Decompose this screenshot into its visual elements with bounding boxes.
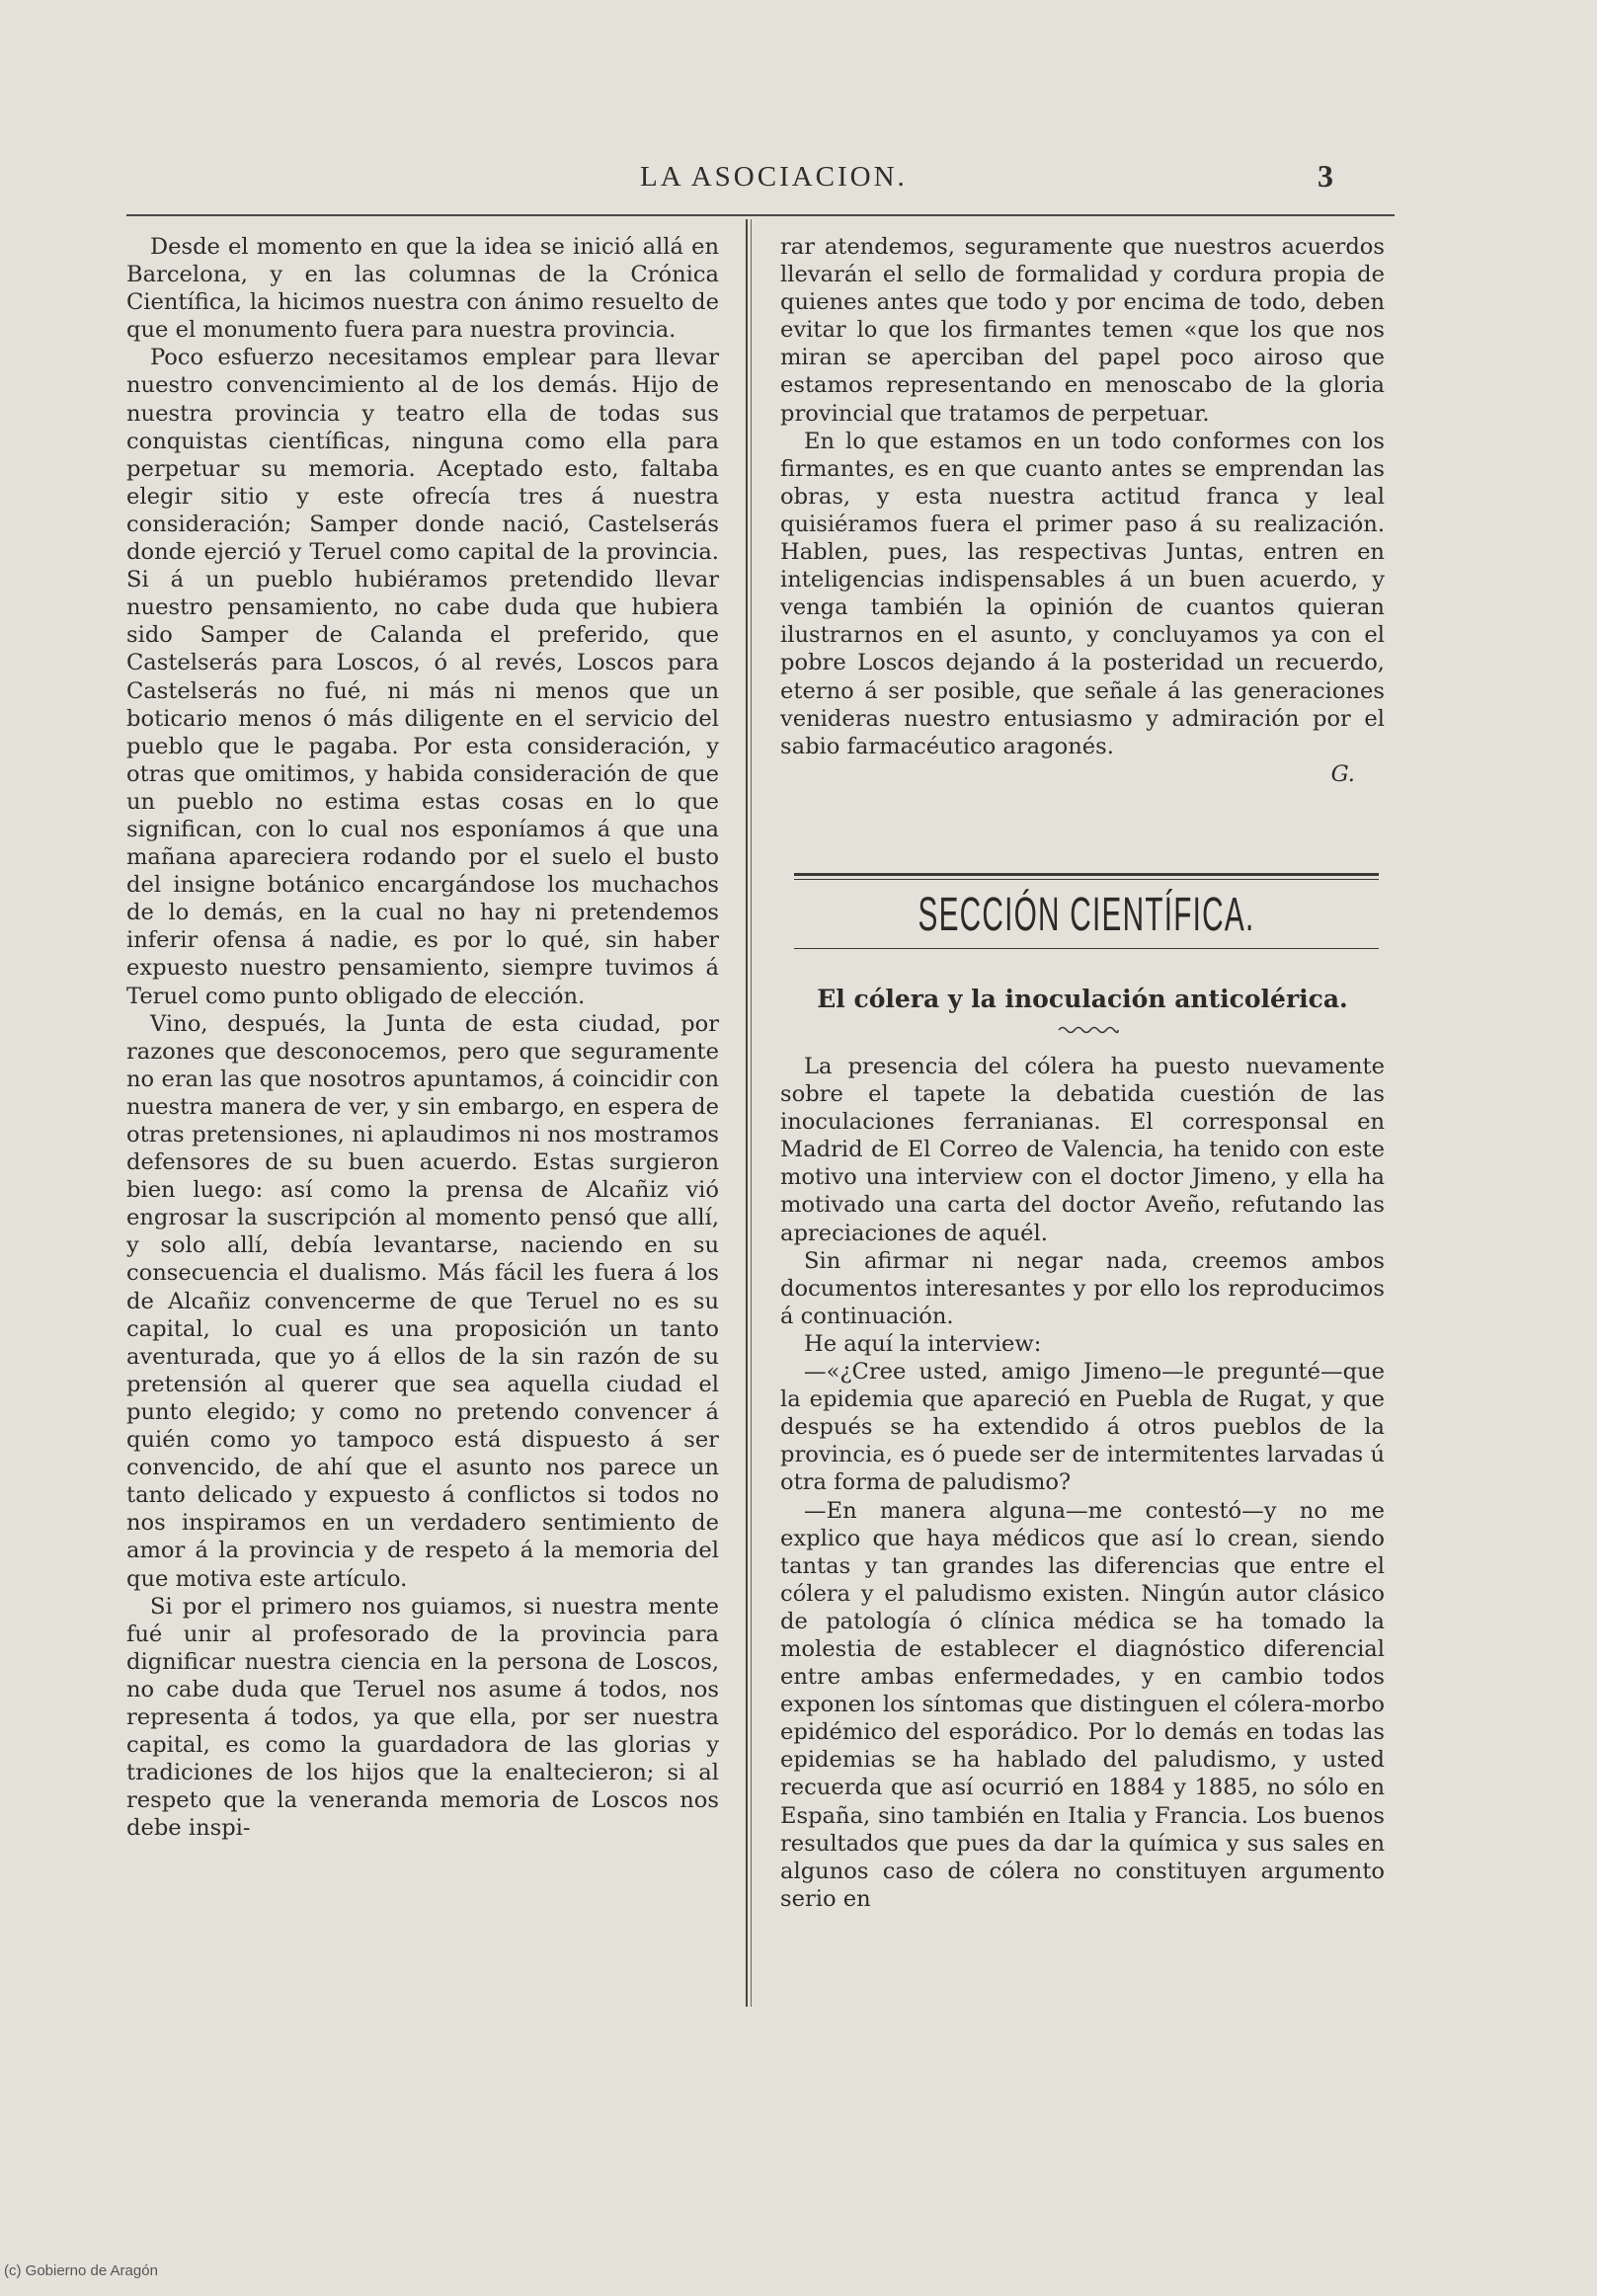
page-number: 3: [1318, 158, 1333, 194]
section-rule-thin: [794, 879, 1379, 880]
section-rule-bottom: [794, 948, 1379, 949]
header-rule: [126, 214, 1395, 216]
article-title: El cólera y la inoculación anticolérica.: [817, 985, 1348, 1013]
column-divider: [746, 219, 748, 2007]
article-paragraph-2: Sin afirmar ni negar nada, creemos ambos documentos interesantes y por ello los reproducimos á continuación.: [780, 1247, 1385, 1329]
right-column-top: [780, 233, 1385, 788]
article-paragraph-1: La presencia del cólera ha puesto nuevamente sobre el tapete la debatida cuestión de las inoculaciones ferranianas. El corresponsal en Madrid de El Correo de Valencia, ha tenido con este motivo una interview con el doctor Jimeno, y ella ha motivado una carta del doctor Aveño, refutando las apreciaciones de aquél.: [780, 1054, 1385, 1246]
left-paragraph-2: Poco esfuerzo necesitamos emplear para llevar nuestro convencimiento al de los demás. Hijo de nuestra provincia y teatro ella de todas sus conquistas científicas, ninguna como ella para perpetuar su memoria. Aceptado esto, faltaba elegir sitio y este ofrecía tres á nuestra consideración; Samper donde nació, Castelserás donde ejerció y Teruel como capital de la provincia. Si á un pueblo hubiéramos pretendido llevar nuestro pensamiento, no cabe duda que hubiera sido Samper de Calanda el preferido, que Castelserás para Loscos, ó al revés, Loscos para Castelserás no fué, ni más ni menos que un boticario menos ó más diligente en el servicio del pueblo que le pagaba. Por esta consideración, y otras que omitimos, y habida consideración de que un pueblo no estima estas cosas en lo que significan, con lo cual nos esponíamos á que una mañana apareciera rodando por el suelo el busto del insigne botánico encargándose los muchachos de lo demás, en la cual no hay ni pretendemos inferir ofensa á nadie, es por lo qué, sin haber expuesto nuestro pensamiento, siempre tuvimos á Teruel como punto obligado de elección.: [126, 345, 719, 1009]
left-paragraph-3: Vino, después, la Junta de esta ciudad, por razones que desconocemos, pero que seguramente no eran las que nosotros apuntamos, á coincidir con nuestra manera de ver, y sin embargo, en espera de otras pretensiones, ni aplaudimos ni nos mostramos defensores de su buen acuerdo. Estas surgieron bien luego: así como la prensa de Alcañiz vió engrosar la suscripción al momento pensó que allí, y solo allí, debía levantarse, naciendo en su consecuencia el dualismo. Más fácil les fuera á los de Alcañiz convencerme de que Teruel no es su capital, lo cual es una proposición un tanto aventurada, que yo á ellos de la sin razón de su pretensión al querer que sea aquella ciudad el punto elegido; y como no pretendo convencer á quién como yo tampoco está dispuesto á ser convencido, de ahí que el asunto nos parece un tanto delicado y expuesto á conflictos si todos no nos inspiramos en un verdadero sentimiento de amor á la provincia y de respeto á la memoria del que motiva este artículo.: [126, 1010, 719, 1592]
column-divider-inner: [751, 219, 752, 2007]
left-paragraph-1: Desde el momento en que la idea se inició allá en Barcelona, y en las columnas de la Crónica Científica, la hicimos nuestra con ánimo resuelto de que el monumento fuera para nuestra provincia.: [126, 234, 719, 344]
article-paragraph-4: —«¿Cree usted, amigo Jimeno—le pregunté—que la epidemia que apareció en Puebla de Rugat, y que después se ha extendido á otros pueblos de la provincia, es ó puede ser de intermitentes larvadas ú otra forma de paludismo?: [780, 1359, 1385, 1496]
section-title: SECCIÓN CIENTÍFICA.: [918, 889, 1255, 941]
article-paragraph-3: He aquí la interview:: [804, 1330, 1042, 1357]
right-paragraph-1: rar atendemos, seguramente que nuestros acuerdos llevarán el sello de formalidad y cordura propia de quienes antes que todo y por encima de todo, deben evitar lo que los firmantes temen «que los que nos miran se aperciban del papel poco airoso que estamos representando en menoscabo de la gloria provincial que tratamos de perpetuar.: [780, 234, 1385, 427]
left-column: [126, 233, 719, 1842]
wave-ornament-icon: [1057, 1023, 1120, 1037]
article-paragraph-5: —En manera alguna—me contestó—y no me explico que haya médicos que así lo crean, siendo tantas y tan grandes las diferencias que entre el cólera y el paludismo existen. Ningún autor clásico de patología ó clínica médica se ha tomado la molestia de establecer el diagnóstico diferencial entre ambas enfermedades, y en cambio todos exponen los síntomas que distinguen el cólera-morbo epidémico del esporádico. Por lo demás en todas las epidemias se ha hablado del paludismo, y usted recuerda que así ocurrió en 1884 y 1885, no sólo en España, sino también en Italia y Francia. Los buenos resultados que pues da dar la química y sus sales en algunos caso de cólera no constituyen argumento serio en: [780, 1497, 1385, 1912]
running-header-title: LA ASOCIACION.: [640, 161, 908, 193]
author-signature: G.: [1330, 760, 1355, 787]
section-rule-thick: [794, 873, 1379, 876]
right-paragraph-2: En lo que estamos en un todo conformes con los firmantes, es en que cuanto antes se emprendan las obras, y esta nuestra actitud franca y leal quisiéramos fuera el primer paso á su realización. Hablen, pues, las respectivas Juntas, entren en inteligencias indispensables á un buen acuerdo, y venga también la opinión de cuantos quieran ilustrarnos en el asunto, y concluyamos ya con el pobre Loscos dejando á la posteridad un recuerdo, eterno á ser posible, que señale á las generaciones venideras nuestro entusiasmo y admiración por el sabio farmacéutico aragonés.: [780, 428, 1385, 759]
copyright-notice: (c) Gobierno de Aragón: [4, 2262, 158, 2279]
article-body: [780, 1053, 1385, 1913]
left-paragraph-4: Si por el primero nos guiamos, si nuestra mente fué unir al profesorado de la provincia para dignificar nuestra ciencia en la persona de Loscos, no cabe duda que Teruel nos asume á todos, nos representa á todos, ya que ella, por ser nuestra capital, es como la guardadora de las glorias y tradiciones de los hijos que la enaltecieron; si al respeto que la veneranda memoria de Loscos nos debe inspi-: [126, 1593, 719, 1842]
